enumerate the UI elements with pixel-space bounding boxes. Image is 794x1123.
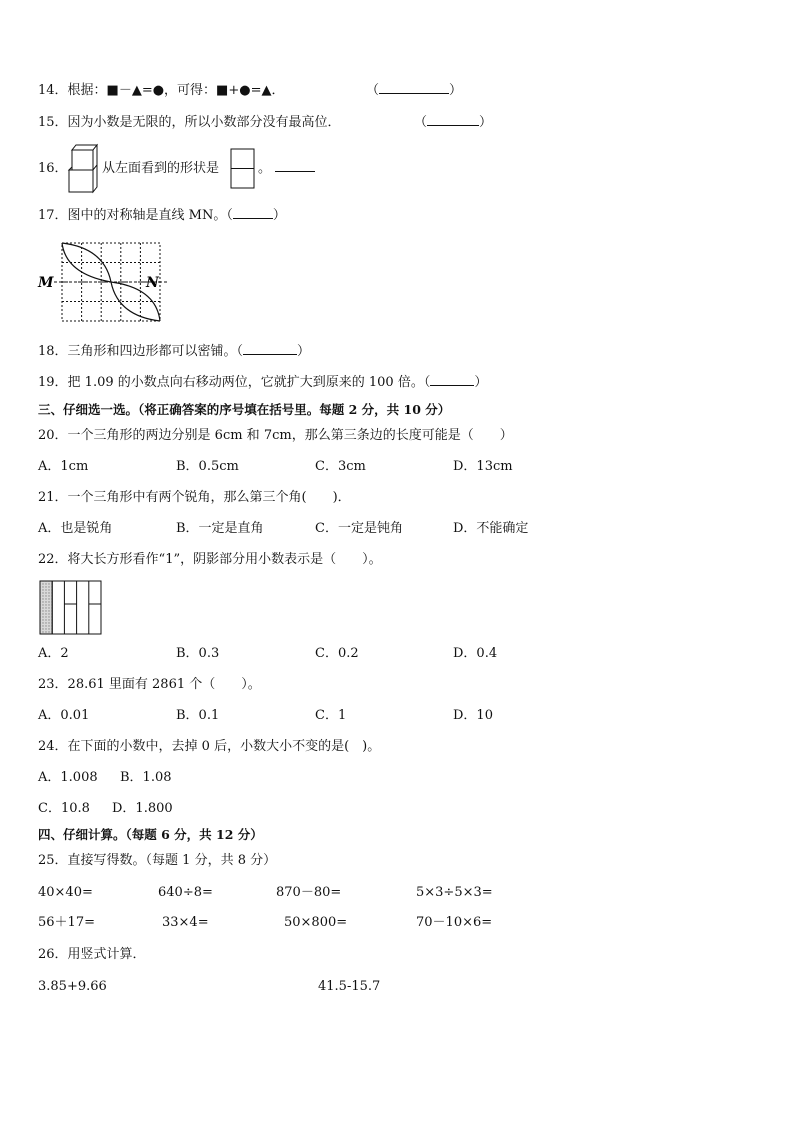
option-21-c[interactable]: C．一定是钝角 [315,521,403,536]
option-24-d[interactable]: D．1.800 [112,801,173,816]
option-22-b[interactable]: B．0.3 [176,646,220,661]
left-view-figure [230,148,256,190]
option-24-a[interactable]: A．1.008 [38,770,98,785]
option-21-b[interactable]: B．一定是直角 [176,521,264,536]
section-4-heading: 四、仔细计算。（每题 6 分，共 12 分） [38,827,263,842]
question-18-text: 18．三角形和四边形都可以密铺。（ [38,344,244,359]
question-19-text: 19．把 1.09 的小数点向右移动两位，它就扩大到原来的 100 倍。（ [38,375,431,390]
question-25: 25．直接写得数。（每题 1 分，共 8 分） [38,853,277,868]
calc-item: 870－80= [276,885,342,900]
cube-stack-figure [66,144,100,194]
calc-item: 40×40= [38,885,93,900]
option-20-c[interactable]: C．3cm [315,459,366,474]
vertical-calc-item: 41.5-15.7 [318,979,381,994]
option-24-c[interactable]: C．10.8 [38,801,90,816]
question-15-text: 15．因为小数是无限的，所以小数部分没有最高位． [38,115,341,130]
calc-item: 56＋17= [38,915,95,930]
option-24-b[interactable]: B．1.08 [120,770,172,785]
vertical-calc-item: 3.85+9.66 [38,979,107,994]
option-23-b[interactable]: B．0.1 [176,708,220,723]
answer-blank-16[interactable]: 。 [258,160,315,178]
question-21: 21．一个三角形中有两个锐角，那么第三个角( )． [38,490,351,505]
label-n: N [146,275,159,291]
calc-item: 50×800= [284,915,348,930]
shaded-rectangle-figure [39,580,103,636]
question-24: 24．在下面的小数中，去掉 0 后，小数大小不变的是( )。 [38,739,381,754]
option-20-a[interactable]: A．1cm [38,459,89,474]
answer-blank-17[interactable] [233,218,273,219]
question-17: 17．图中的对称轴是直线 MN。（ ） [38,208,286,223]
option-22-c[interactable]: C．0.2 [315,646,359,661]
question-14 [38,82,284,100]
question-19: 19．把 1.09 的小数点向右移动两位，它就扩大到原来的 100 倍。（ ） [38,375,488,390]
option-22-d[interactable]: D．0.4 [453,646,498,661]
section-3-heading: 三、仔细选一选。（将正确答案的序号填在括号里。每题 2 分，共 10 分） [38,402,451,417]
option-21-a[interactable]: A．也是锐角 [38,521,113,536]
question-23: 23．28.61 里面有 2861 个（ ）。 [38,677,261,692]
question-14-text: 14．根据：■－▲=●，可得：■+●=▲． [38,83,285,98]
option-21-d[interactable]: D．不能确定 [453,521,529,536]
answer-blank-15[interactable]: （ ） [414,115,493,130]
question-16-number: 16． [38,161,68,176]
option-20-b[interactable]: B．0.5cm [176,459,239,474]
question-16 [38,160,68,178]
option-23-d[interactable]: D．10 [453,708,493,723]
answer-blank-19[interactable] [430,385,474,386]
question-26: 26．用竖式计算． [38,947,146,962]
question-17-text: 17．图中的对称轴是直线 MN。（ [38,208,233,223]
symmetry-grid-figure [36,240,166,324]
option-23-a[interactable]: A．0.01 [38,708,90,723]
option-20-d[interactable]: D．13cm [453,459,513,474]
calc-item: 33×4= [162,915,209,930]
calc-item: 640÷8= [158,885,213,900]
question-20: 20．一个三角形的两边分别是 6cm 和 7cm，那么第三条边的长度可能是（ ） [38,428,513,443]
question-22: 22．将大长方形看作“1”，阴影部分用小数表示是（ ）。 [38,552,382,567]
answer-blank-18[interactable] [243,354,297,355]
calc-item: 5×3÷5×3= [416,885,493,900]
option-22-a[interactable]: A．2 [38,646,69,661]
answer-blank-14[interactable]: （ ） [366,83,463,98]
question-15 [38,114,341,132]
option-23-c[interactable]: C．1 [315,708,347,723]
label-m: M [38,275,54,291]
calc-item: 70－10×6= [416,915,493,930]
question-18: 18．三角形和四边形都可以密铺。（ ） [38,344,311,359]
question-16-text: 从左面看到的形状是 [102,161,220,176]
